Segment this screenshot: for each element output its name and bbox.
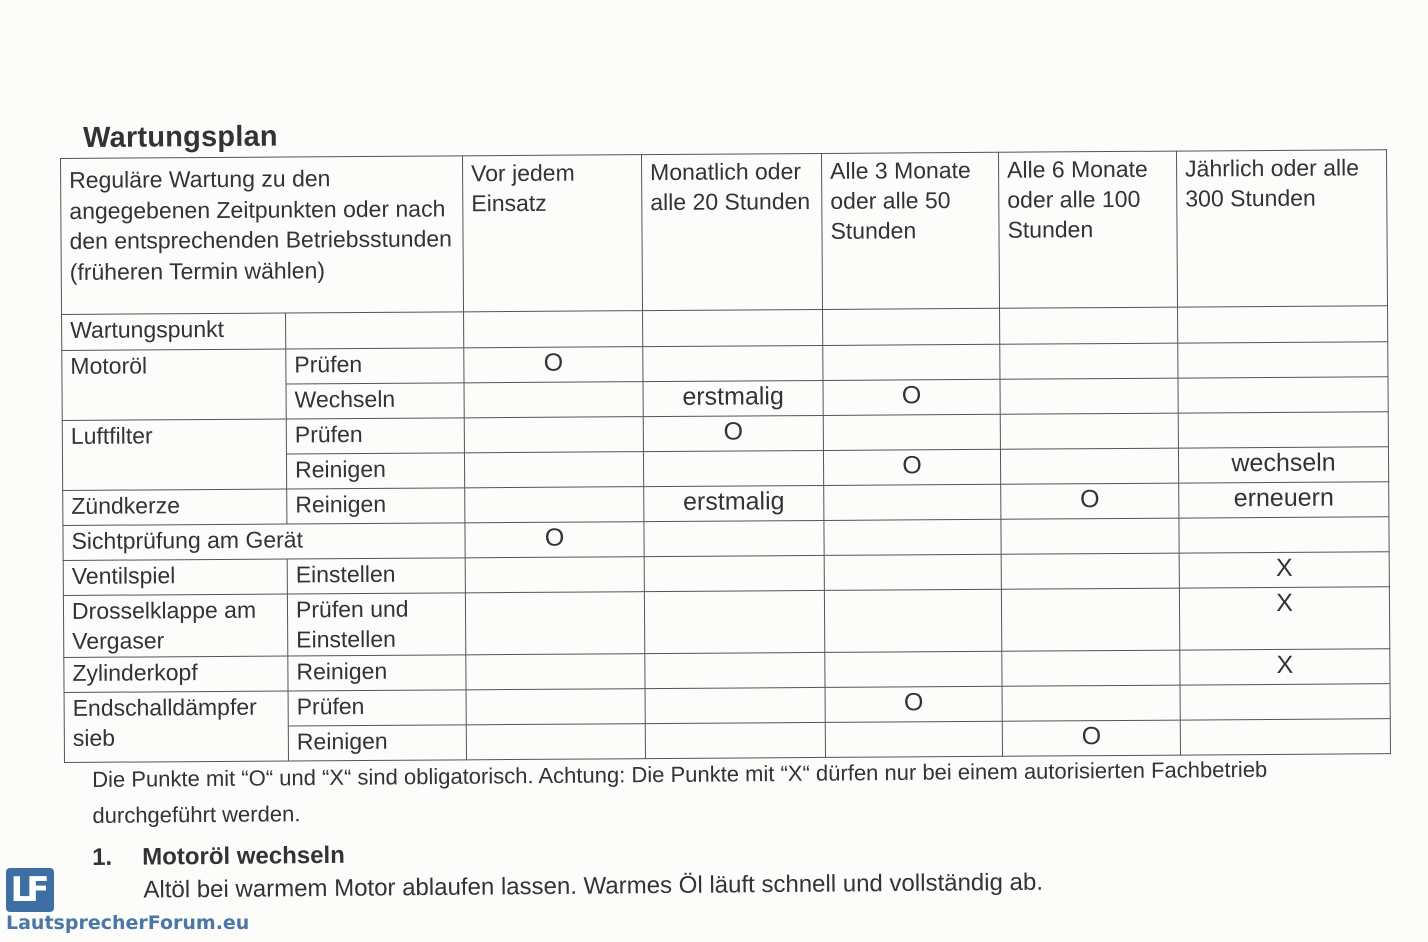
mark-cell [1000,413,1178,449]
table-row [63,587,1389,658]
action-cell: Prüfen und Einstellen [287,593,465,656]
mark-cell: X [1179,587,1389,650]
mark-cell: O [1001,483,1179,519]
maintenance-table [60,149,1391,763]
empty-cell [286,312,464,349]
mark-cell: wechseln [1178,447,1388,483]
section-number: 1. [92,843,113,871]
page-title: Wartungsplan [83,120,278,154]
mark-cell [643,345,823,381]
section-text: Altöl bei warmem Motor ablaufen lassen. Warmes Öl läuft schnell und vollständig ab. [143,868,1044,904]
item-cell: Drosselklappe am Vergaser [63,594,287,657]
mark-cell [644,555,824,591]
watermark-text: LautsprecherForum.eu [6,912,250,934]
mark-cell: erstmalig [643,380,823,416]
mark-cell: O [823,449,1000,485]
mark-cell: O [465,522,644,558]
mark-cell [643,450,823,486]
mark-cell [823,414,1000,450]
mark-cell [466,689,645,725]
empty-cell [1000,307,1178,344]
mark-cell [464,452,643,488]
item-cell: Sichtprüfung am Gerät [63,523,465,561]
watermark [4,866,250,938]
action-cell: Einstellen [287,558,465,594]
mark-cell [465,557,644,593]
action-cell: Reinigen [288,725,466,761]
mark-cell [464,417,643,453]
empty-cell [1178,306,1388,343]
action-cell: Reinigen [288,655,466,691]
lf-logo-icon: LF [6,868,54,912]
mark-cell [1001,518,1179,554]
mark-cell [644,590,824,653]
item-cell: Ventilspiel [63,559,287,595]
label-wartungspunkt: Wartungspunkt [62,313,286,350]
mark-cell [824,519,1001,555]
mark-cell [466,724,645,760]
item-cell: Zylinderkopf [64,656,288,692]
mark-cell [464,382,643,418]
action-cell: Wechseln [286,383,464,419]
mark-cell [825,721,1002,757]
mark-cell [645,652,825,688]
mark-cell [1178,377,1388,413]
mark-cell: X [1179,552,1389,588]
mark-cell [1002,650,1180,686]
mark-cell [1000,343,1178,379]
empty-cell [464,311,643,348]
item-cell: Zündkerze [63,489,287,525]
mark-cell: O [825,686,1002,722]
empty-cell [823,308,1000,345]
mark-cell: X [1180,649,1390,685]
table-header-row [61,150,1388,315]
action-cell: Prüfen [288,690,466,726]
mark-cell [825,651,1002,687]
mark-cell: O [464,347,643,383]
interval-header-3: Alle 3 Monate oder alle 50 Stunden [822,152,1000,309]
mark-cell: erneuern [1179,482,1389,518]
mark-cell [465,487,644,523]
mark-cell [644,520,824,556]
action-cell: Prüfen [286,348,464,384]
mark-cell [1180,719,1390,755]
interval-header-4: Alle 6 Monate oder alle 100 Stunden [998,151,1177,308]
item-cell: Endschalldämpfer sieb [64,691,288,762]
mark-cell: O [643,415,823,451]
action-cell: Prüfen [286,418,464,454]
maintenance-table-wrapper [60,149,1391,763]
interval-header-1: Vor jedem Einsatz [463,155,643,312]
mark-cell [465,592,644,655]
mark-cell [645,722,825,758]
mark-cell [824,554,1001,590]
obligation-note: Die Punkte mit “O“ und “X“ sind obligatorisch. Achtung: Die Punkte mit “X“ dürfen nur bei einem autorisierten Fachbetrieb durchgeführt werden. [92,756,1268,828]
item-cell: Luftfilter [62,419,286,490]
interval-header-5: Jährlich oder alle 300 Stunden [1176,150,1387,307]
item-cell: Motoröl [62,349,286,420]
mark-cell [1000,448,1178,484]
mark-cell [824,589,1001,652]
section-title: Motoröl wechseln [142,841,345,871]
empty-cell [643,309,823,346]
action-cell: Reinigen [286,453,464,489]
mark-cell [1000,378,1178,414]
mark-cell [1180,684,1390,720]
mark-cell [1001,553,1179,589]
mark-cell: O [1002,720,1180,756]
mark-cell [1001,588,1179,651]
mark-cell: O [823,379,1000,415]
mark-cell [823,344,1000,380]
mark-cell [824,484,1001,520]
mark-cell [1178,412,1388,448]
mark-cell [645,687,825,723]
action-cell: Reinigen [287,488,465,524]
mark-cell [1002,685,1180,721]
mark-cell [466,654,645,690]
mark-cell [1179,517,1389,553]
interval-header-2: Monatlich oder alle 20 Stunden [642,153,823,310]
mark-cell: erstmalig [644,485,824,521]
mark-cell [1178,342,1388,378]
header-description: Reguläre Wartung zu den angegebenen Zeitpunkten oder nach den entsprechenden Betriebsstunden (früheren Termin wählen) [61,156,464,315]
